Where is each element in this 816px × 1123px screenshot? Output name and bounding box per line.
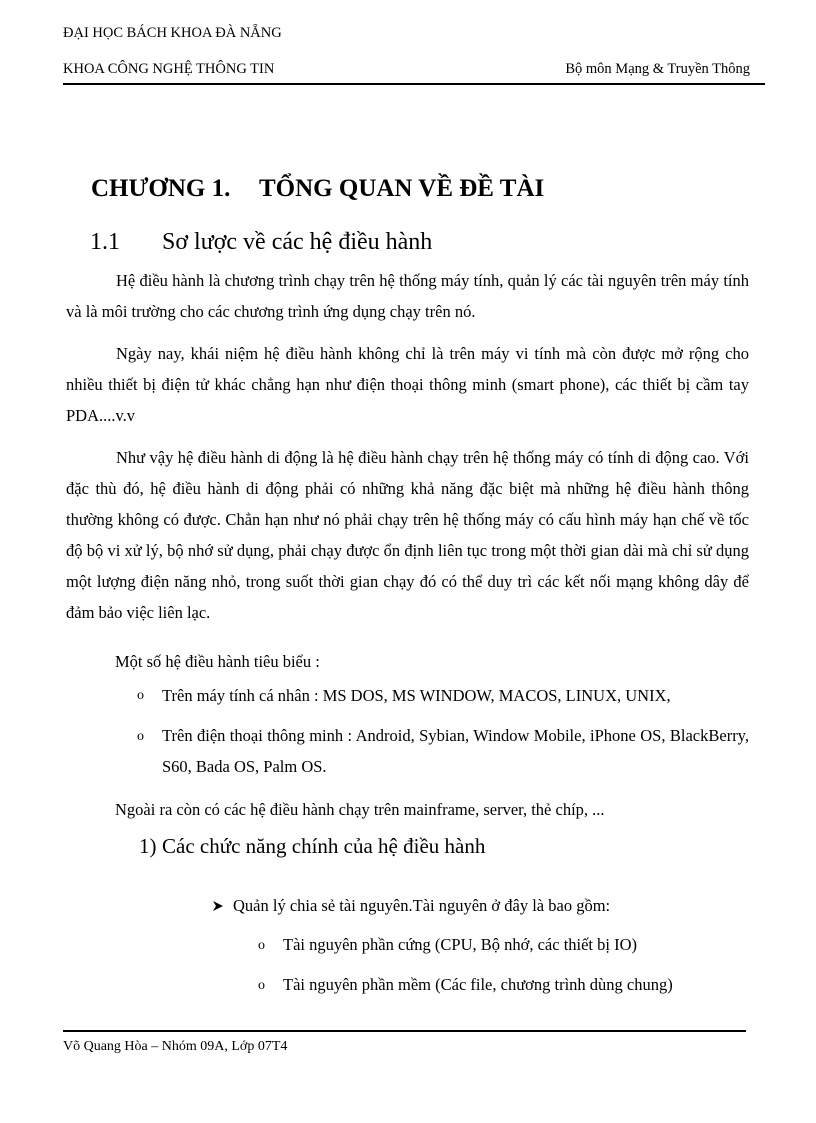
paragraph-3: Như vậy hệ điều hành di động là hệ điều hành chạy trên hệ thống máy có tính di động cao. Với đặc thù đó, hệ điều hành di động phải có những khả năng đặc biệt mà những hệ điều hành thông thường không có được. Chẳn hạn như nó phải chạy trên hệ thống máy có cấu hình máy hạn chế về tốc độ bộ vi xử lý, bộ nhớ sử dụng, phải chạy được ổn định liên tục trong một thời gian dài mà chỉ sử dụng một lượng điện năng nhỏ, trong suốt thời gian chạy đó có thể duy trì các kết nối mạng không dây để đảm bảo việc liên lạc. [66, 448, 749, 622]
resource-software: Tài nguyên phần mềm (Các file, chương trình dùng chung) [283, 975, 673, 994]
subsection-number: 1) [139, 834, 157, 858]
list-item-pc-os: Trên máy tính cá nhân : MS DOS, MS WINDOW, MACOS, LINUX, UNIX, [162, 686, 671, 705]
header-faculty: KHOA CÔNG NGHỆ THÔNG TIN [63, 61, 275, 77]
other-os-paragraph: Ngoài ra còn có các hệ điều hành chạy trên mainframe, server, thẻ chíp, ... [115, 800, 605, 819]
subsection-title: Các chức năng chính của hệ điều hành [162, 834, 486, 858]
hollow-circle-bullet-icon: o [137, 729, 144, 744]
hollow-circle-bullet-icon: o [258, 938, 265, 953]
arrowhead-bullet-icon [212, 899, 224, 911]
function-item: Quản lý chia sẻ tài nguyên.Tài nguyên ở đây là bao gồm: [233, 896, 611, 915]
hollow-circle-bullet-icon: o [258, 978, 265, 993]
resource-hardware: Tài nguyên phần cứng (CPU, Bộ nhớ, các thiết bị IO) [283, 935, 638, 954]
section-number: 1.1 [90, 229, 120, 255]
chapter-title: TỔNG QUAN VỀ ĐỀ TÀI [259, 175, 545, 202]
header-department: Bộ môn Mạng & Truyền Thông [565, 61, 750, 77]
list-intro: Một số hệ điều hành tiêu biểu : [115, 652, 320, 671]
footer-rule [63, 1030, 746, 1032]
hollow-circle-bullet-icon: o [137, 688, 144, 703]
header-rule [63, 83, 765, 85]
header-university: ĐẠI HỌC BÁCH KHOA ĐÀ NẴNG [63, 25, 282, 41]
paragraph-2: Ngày nay, khái niệm hệ điều hành không chỉ là trên máy vi tính mà còn được mở rộng cho nhiều thiết bị điện tử khác chẳng hạn như điện thoại thông minh (smart phone), các thiết bị cầm tay PDA....v.v [66, 344, 749, 425]
paragraph-1: Hệ điều hành là chương trình chạy trên hệ thống máy tính, quản lý các tài nguyên trên máy tính và là môi trường cho các chương trình ứng dụng chạy trên nó. [66, 271, 749, 321]
chapter-number: CHƯƠNG 1. [91, 175, 231, 202]
list-item-mobile-os: Trên điện thoại thông minh : Android, Sybian, Window Mobile, iPhone OS, BlackBerry, S60, Bada OS, Palm OS. [162, 726, 749, 776]
footer-author: Võ Quang Hòa – Nhóm 09A, Lớp 07T4 [63, 1039, 288, 1054]
section-title: Sơ lược về các hệ điều hành [162, 229, 433, 255]
